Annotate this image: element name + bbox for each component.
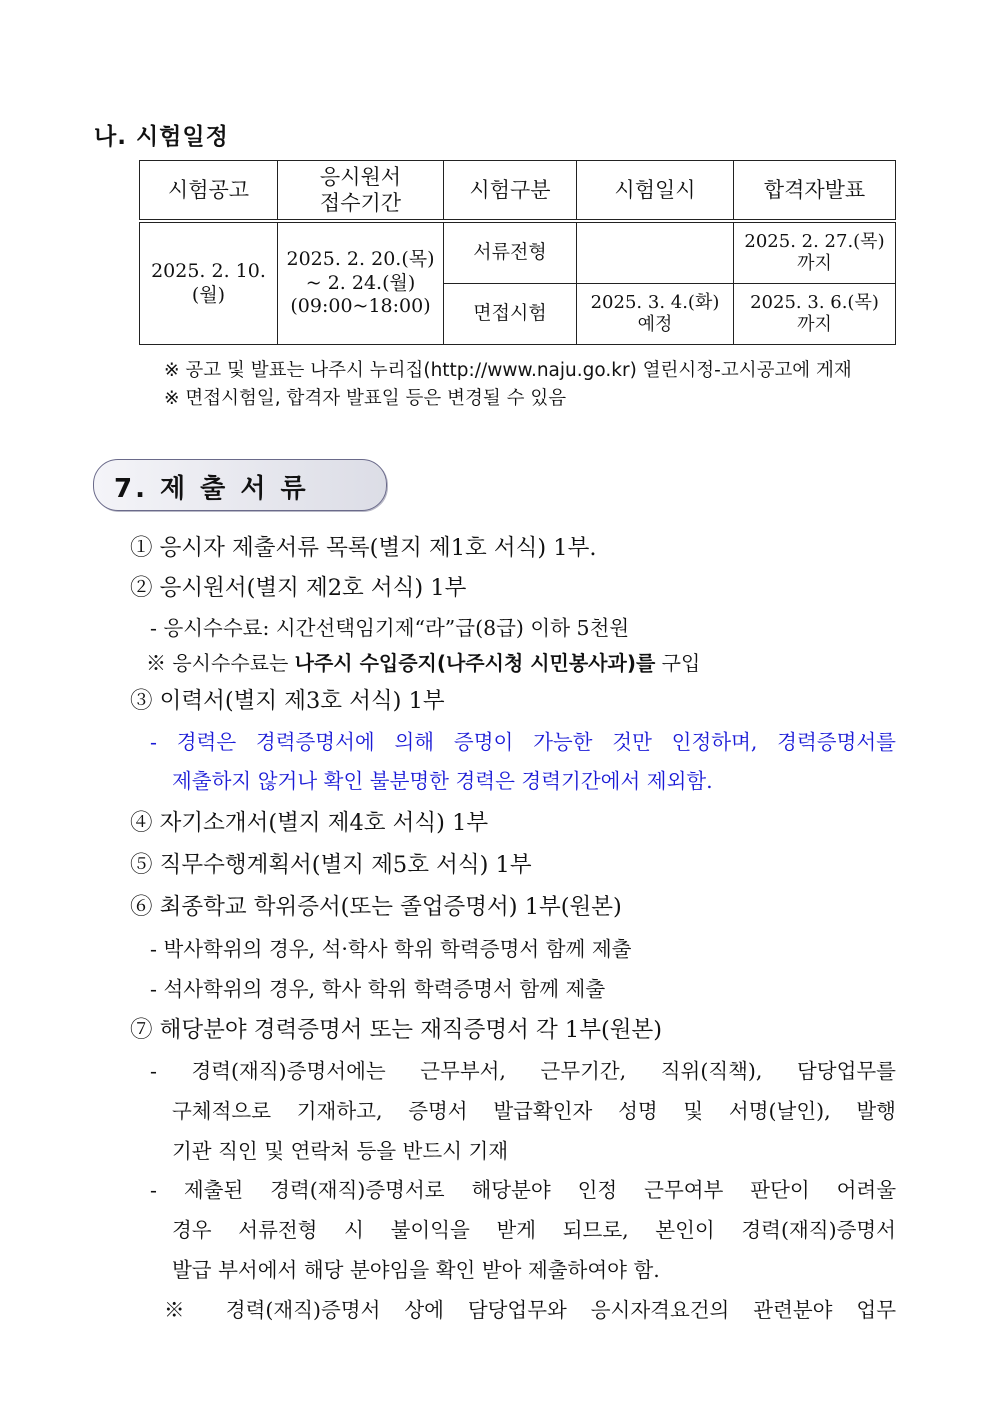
item-3-sub-line2: 제출하지 않거나 확인 불분명한 경력은 경력기간에서 제외함. <box>172 769 713 793</box>
header-application-period <box>278 161 444 222</box>
header-period-line1: 응시원서 <box>319 164 402 189</box>
period-hours: (09:00~18:00) <box>290 295 431 318</box>
header-announcement: 시험공고 <box>140 161 278 222</box>
announcement-day: (월) <box>191 283 226 306</box>
exam-type-document: 서류전형 <box>444 221 577 284</box>
item-3-sub-line1: - 경력은 경력증명서에 의해 증명이 가능한 것만 인정하며, 경력증명서를 <box>150 730 896 754</box>
item-6-sub-2: - 석사학위의 경우, 학사 학위 학력증명서 함께 제출 <box>150 977 606 1001</box>
result-document-until: 까지 <box>797 253 832 274</box>
exam-schedule-table <box>139 160 896 345</box>
section-title-schedule: 나. 시험일정 <box>94 124 229 150</box>
table-row <box>140 221 896 284</box>
announcement-date-cell <box>140 221 278 345</box>
item-7-sub2-line3: 발급 부서에서 해당 분야임을 확인 받아 제출하여야 함. <box>172 1258 660 1282</box>
header-result-announcement: 합격자발표 <box>734 161 896 222</box>
header-exam-date: 시험일시 <box>577 161 734 222</box>
item-2-sub: - 응시수수료: 시간선택임기제“라”급(8급) 이하 5천원 <box>150 616 630 640</box>
item-2-note-bold: 나주시 수입증지(나주시청 시민봉사과)를 <box>294 651 656 675</box>
header-exam-type: 시험구분 <box>444 161 577 222</box>
item-7-sub1-line1: - 경력(재직)증명서에는 근무부서, 근무기간, 직위(직책), 담당업무를 <box>150 1059 896 1083</box>
exam-date-interview: 2025. 3. 4.(화) <box>590 291 720 313</box>
item-2-note-post: 구입 <box>655 651 701 675</box>
item-7: ⑦ 해당분야 경력증명서 또는 재직증명서 각 1부(원본) <box>130 1017 662 1043</box>
section-7-heading <box>93 459 387 511</box>
item-7-sub2-line1: - 제출된 경력(재직)증명서로 해당분야 인정 근무여부 판단이 어려울 <box>150 1178 896 1202</box>
item-2-note-pre: ※ 응시수수료는 <box>146 651 295 675</box>
item-4: ④ 자기소개서(별지 제4호 서식) 1부 <box>130 810 489 836</box>
section-7-title: 7. 제 출 서 류 <box>114 474 309 504</box>
result-document-date: 2025. 2. 27.(목) <box>744 230 885 252</box>
exam-date-interview-cell <box>577 284 734 345</box>
item-5: ⑤ 직무수행계획서(별지 제5호 서식) 1부 <box>130 852 532 878</box>
announcement-date: 2025. 2. 10. <box>151 259 266 282</box>
item-6-sub-1: - 박사학위의 경우, 석·학사 학위 학력증명서 함께 제출 <box>150 937 632 961</box>
period-end: ~ 2. 24.(월) <box>305 271 416 294</box>
result-interview-cell <box>734 284 896 345</box>
schedule-note-1: ※ 공고 및 발표는 나주시 누리집(http://www.naju.go.kr) 열린시정-고시공고에 게재 <box>164 360 852 381</box>
exam-date-interview-note: 예정 <box>637 314 673 335</box>
item-7-sub2-line2: 경우 서류전형 시 불이익을 받게 되므로, 본인이 경력(재직)증명서 <box>172 1218 896 1242</box>
item-7-sub1-line2: 구체적으로 기재하고, 증명서 발급확인자 성명 및 서명(날인), 발행 <box>172 1099 896 1123</box>
result-interview-until: 까지 <box>797 314 832 335</box>
period-start: 2025. 2. 20.(목) <box>286 247 435 270</box>
exam-date-document <box>577 221 734 284</box>
item-6: ⑥ 최종학교 학위증서(또는 졸업증명서) 1부(원본) <box>130 894 622 920</box>
item-3: ③ 이력서(별지 제3호 서식) 1부 <box>130 688 445 714</box>
item-7-note: ※ 경력(재직)증명서 상에 담당업무와 응시자격요건의 관련분야 업무 <box>164 1298 896 1322</box>
table-header-row <box>140 161 896 222</box>
item-1: ① 응시자 제출서류 목록(별지 제1호 서식) 1부. <box>130 535 597 561</box>
application-period-cell <box>278 221 444 345</box>
exam-type-interview: 면접시험 <box>444 284 577 345</box>
header-period-line2: 접수기간 <box>319 191 402 215</box>
item-7-sub1-line3: 기관 직인 및 연락처 등을 반드시 기재 <box>172 1139 509 1163</box>
result-interview-date: 2025. 3. 6.(목) <box>750 291 879 313</box>
result-document-cell <box>734 221 896 284</box>
item-2-note <box>146 647 700 676</box>
item-2: ② 응시원서(별지 제2호 서식) 1부 <box>130 575 467 601</box>
schedule-note-2: ※ 면접시험일, 합격자 발표일 등은 변경될 수 있음 <box>164 388 567 409</box>
